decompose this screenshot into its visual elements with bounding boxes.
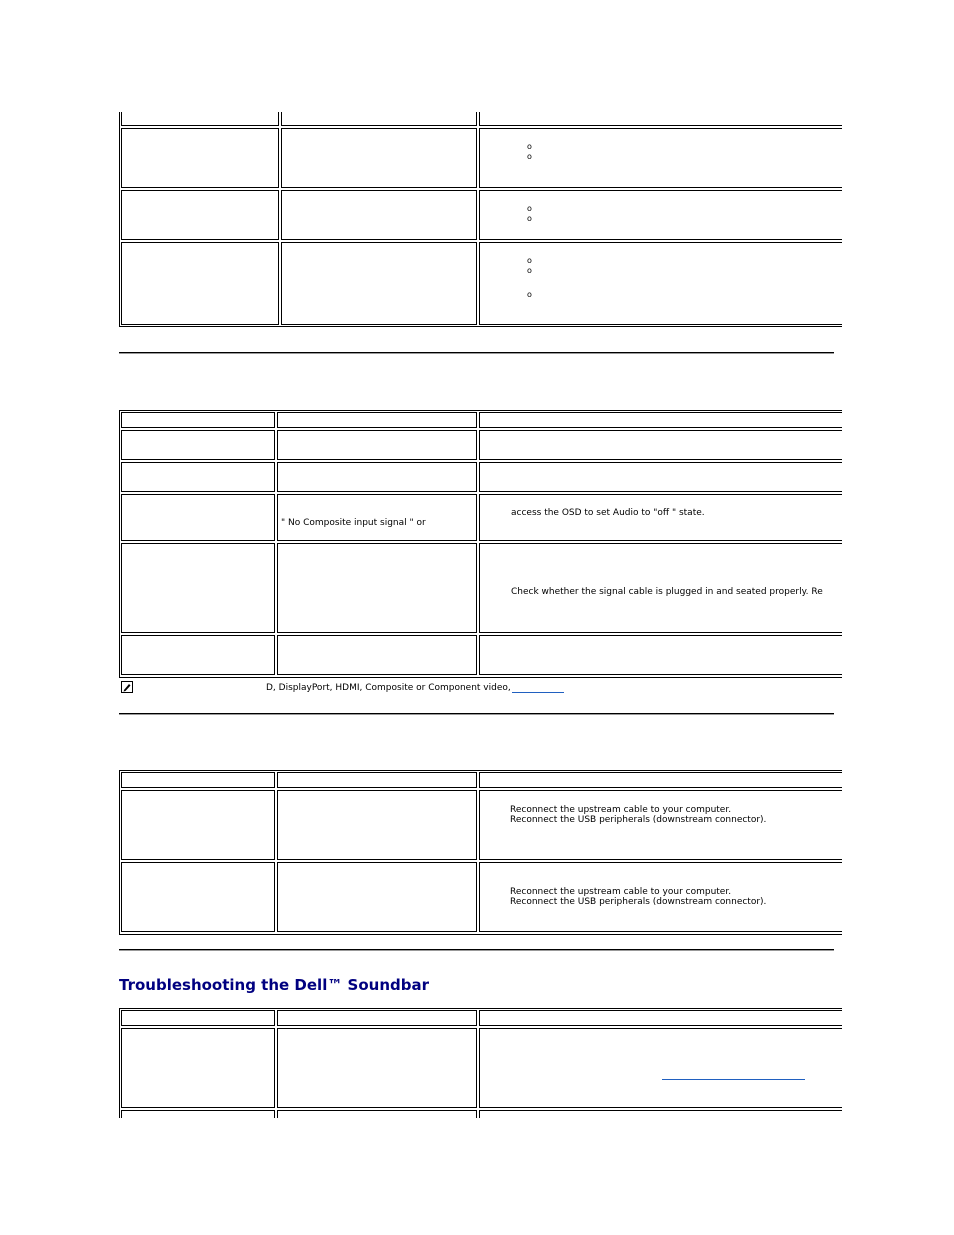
note-text: D, DisplayPort, HDMI, Composite or Component video, (266, 683, 511, 693)
section-heading: Troubleshooting the Dell™ Soundbar (119, 976, 430, 994)
section-divider (119, 949, 834, 951)
table-row (121, 128, 279, 188)
table-row (121, 862, 275, 932)
cell-text: Reconnect the upstream cable to your computer. (510, 805, 732, 815)
note-link[interactable] (512, 692, 564, 693)
bullet: o (527, 142, 532, 151)
cell-text: Reconnect the USB peripherals (downstream connector). (510, 897, 767, 907)
table-soundbar (119, 1008, 842, 1118)
cell-text: Check whether the signal cable is plugged in and seated properly. Re (511, 587, 823, 597)
bullet: o (527, 256, 532, 265)
table-usb (119, 770, 842, 935)
section-divider (119, 713, 834, 715)
bullet: o (527, 214, 532, 223)
note-icon (121, 681, 133, 693)
table-row (121, 494, 275, 541)
soundbar-link[interactable] (662, 1079, 805, 1080)
table-troubleshooting-1 (119, 112, 842, 327)
bullet: o (527, 290, 532, 299)
table-row (121, 543, 275, 633)
table-row (121, 1028, 275, 1108)
table-row (121, 430, 275, 460)
section-divider (119, 352, 834, 354)
table-row (121, 462, 275, 492)
table-row (121, 242, 279, 325)
cell-text: Reconnect the USB peripherals (downstream connector). (510, 815, 767, 825)
bullet: o (527, 266, 532, 275)
table-troubleshooting-2 (119, 410, 842, 678)
cell-text: access the OSD to set Audio to "off " state. (511, 508, 705, 518)
bullet: o (527, 152, 532, 161)
table-row (121, 790, 275, 860)
cell-text: " No Composite input signal " or (281, 518, 426, 528)
table-row (121, 635, 275, 675)
table-row (121, 190, 279, 240)
bullet: o (527, 204, 532, 213)
cell-text: Reconnect the upstream cable to your computer. (510, 887, 732, 897)
